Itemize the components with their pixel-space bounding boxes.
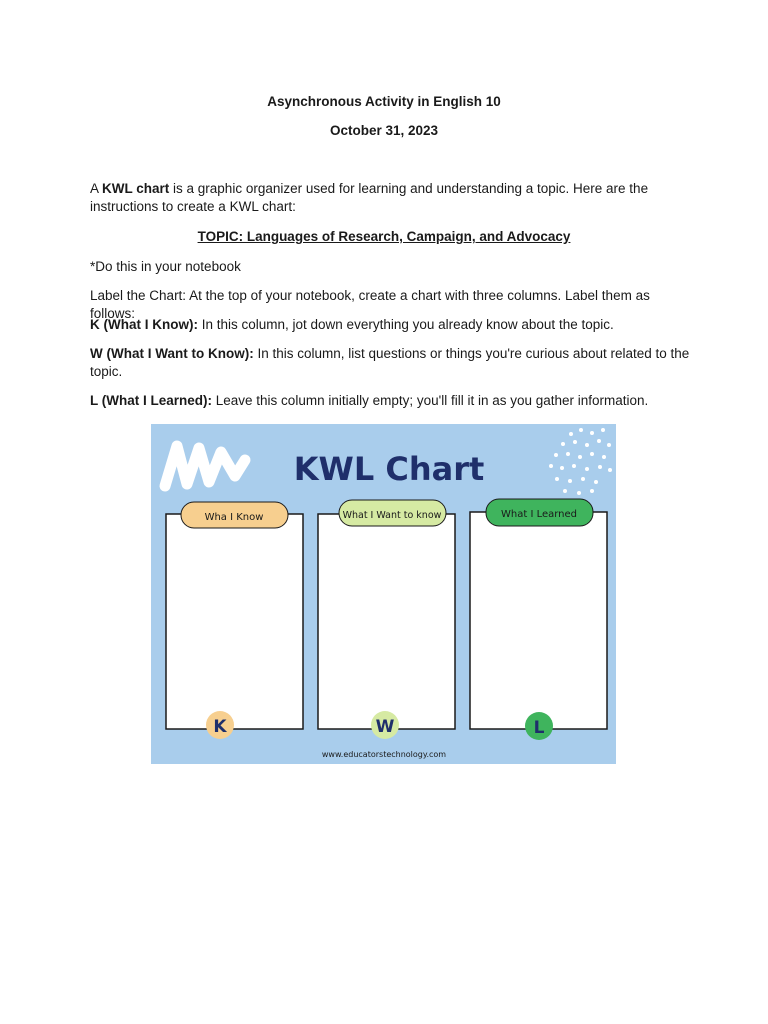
column-l-header: What I Learned bbox=[500, 509, 578, 520]
column-k-header: Wha I Know bbox=[204, 512, 264, 523]
item-l bbox=[90, 392, 690, 410]
item-k-text: In this column, jot down everything you already know about the topic. bbox=[197, 317, 614, 332]
item-k bbox=[90, 316, 690, 334]
item-l-text: Leave this column initially empty; you'll fill it in as you gather information. bbox=[212, 393, 649, 408]
label-instruction: Label the Chart: At the top of your notebook, create a chart with three columns. Label them as follows: bbox=[90, 288, 650, 321]
intro-rest: is a graphic organizer used for learning and understanding a topic. Here are the instructions to create a KWL chart: bbox=[90, 181, 649, 214]
item-k-label: K (What I Know): bbox=[90, 317, 198, 332]
topic-heading: TOPIC: Languages of Research, Campaign, and Advocacy bbox=[197, 229, 571, 244]
item-w-label: W (What I Want to Know): bbox=[90, 346, 254, 361]
column-w-header: What I Want to know bbox=[342, 510, 442, 521]
column-k-box bbox=[166, 514, 303, 729]
kwl-chart-image bbox=[151, 424, 616, 764]
item-l-label: L (What I Learned): bbox=[90, 393, 213, 408]
intro-paragraph bbox=[90, 180, 690, 216]
intro-bold-term: KWL chart bbox=[102, 181, 170, 196]
intro-prefix: A bbox=[90, 181, 103, 196]
column-l-letter: L bbox=[533, 718, 545, 738]
column-k-letter: K bbox=[213, 717, 227, 737]
website-credit: www.educatorstechnology.com bbox=[321, 750, 447, 759]
item-w bbox=[90, 345, 690, 381]
notebook-note: *Do this in your notebook bbox=[90, 259, 241, 274]
document-date: October 31, 2023 bbox=[329, 123, 439, 138]
kwl-heading: KWL Chart bbox=[293, 450, 485, 488]
column-l-box bbox=[470, 512, 607, 729]
column-w-letter: W bbox=[375, 717, 395, 737]
item-w-text: In this column, list questions or things you're curious about related to the topic. bbox=[90, 346, 690, 379]
column-w-box bbox=[318, 514, 455, 729]
document-title: Asynchronous Activity in English 10 bbox=[267, 94, 501, 109]
